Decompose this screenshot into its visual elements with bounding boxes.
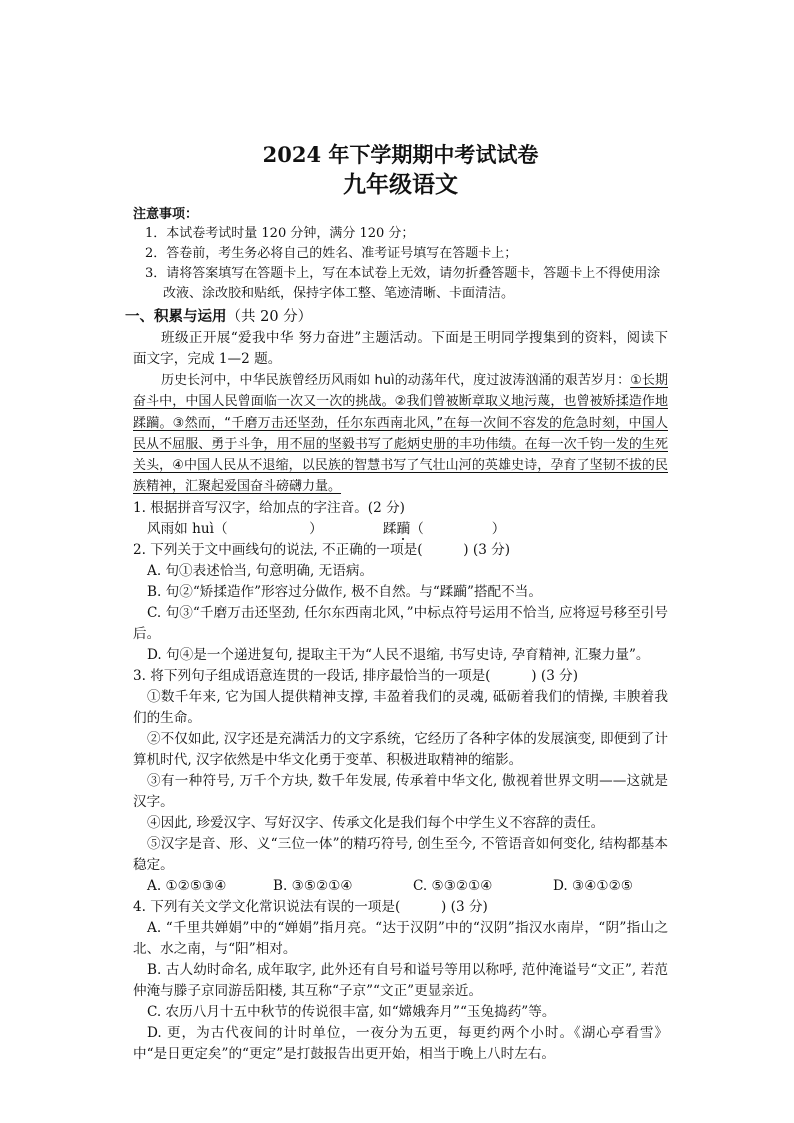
dotted-char: 躏 bbox=[396, 520, 411, 537]
question-2-option-c: C. 句③“千磨万击还坚劲, 任尔东西南北风，”中标点符号运用不恰当, 应将逗号移至引号后。 bbox=[133, 604, 668, 642]
section-heading bbox=[125, 306, 668, 328]
question-3-choice-c: C. ⑤③②①④ bbox=[413, 877, 493, 894]
question-4-stem: 4. 下列有关文学文化常识说法有误的一项是( ) (3 分) bbox=[133, 898, 488, 915]
question-1-items bbox=[133, 519, 668, 540]
question-3-sentence-3: ③有一种符号, 万千个方块, 数千年发展, 传承着中华文化, 傲视着世界文明——这就是汉字。 bbox=[133, 772, 668, 810]
note-item-3: 3．请将答案填写在答题卡上，写在本试卷上无效，请勿折叠答题卡，答题卡上不得使用涂改液、涂改胶和贴纸，保持字体工整、笔迹清晰、卡面清洁。 bbox=[145, 266, 661, 301]
notes-heading: 注意事项： bbox=[133, 207, 199, 222]
section-title: 一、积累与运用 bbox=[125, 308, 227, 325]
reading-passage bbox=[133, 370, 668, 498]
question-3-choices bbox=[133, 876, 668, 897]
exam-subtitle: 九年级语文 bbox=[343, 171, 458, 198]
passage-underlined: ①长期奋斗中，中国人民曾面临一次又一次的挑战。②我们曾被断章取义地污蔑，也曾被矫揉造作地蹂躏。③然而，“千磨万击还坚劲，任尔东西南北风，”在每一次间不容发的危急时刻，中国人民从不屈服、勇于斗争，用不屈的坚毅书写了彪炳史册的丰功伟绩。在每一次千钧一发的生死关头，④中国人民从不退缩，以民族的智慧书写了气壮山河的英雄史诗，孕育了坚韧不拔的民族精神，汇聚起爱国奋斗磅礴力量。 bbox=[133, 373, 668, 495]
exam-title: 2024 年下学期期中考试试卷 bbox=[262, 142, 539, 167]
question-2-option-d: D. 句④是一个递进复句, 提取主干为“人民不退缩, 书写史诗, 孕育精神, 汇聚力量”。 bbox=[147, 646, 650, 663]
question-4-option-b: B. 古人幼时命名, 成年取字, 此外还有自号和谥号等用以称呼, 范仲淹谥号“文正”, 若范仲淹与滕子京同游岳阳楼, 其互称“子京”“文正”更显亲近。 bbox=[133, 961, 668, 999]
question-4-option-a: A. “千里共婵娟”中的“婵娟”指月亮。“达于汉阴”中的“汉阴”指汉水南岸，“阴”指山之北、水之南，与“阳”相对。 bbox=[133, 919, 668, 957]
note-item-2: 2．答卷前，考生务必将自己的姓名、准考证号填写在答题卡上； bbox=[145, 246, 518, 261]
section-points: （共 20 分） bbox=[226, 309, 313, 325]
question-4-option-d: D. 更，为古代夜间的计时单位，一夜分为五更，每更约两个小时。《湖心亭看雪》中“是日更定矣”的“更定”是打鼓报告出更开始，相当于晚上八时左右。 bbox=[133, 1024, 668, 1062]
note-item-1: 1．本试卷考试时量 120 分钟，满分 120 分； bbox=[145, 226, 415, 241]
question-3-stem: 3. 将下列句子组成语意连贯的一段话, 排序最恰当的一项是( ) (3 分) bbox=[133, 667, 579, 684]
question-3-sentence-1: ①数千年来, 它为国人提供精神支撑, 丰盈着我们的灵魂, 砥砺着我们的情操, 丰腴着我们的生命。 bbox=[133, 688, 668, 726]
passage-plain: 历史长河中，中华民族曾经历风雨如 huì的动荡年代，度过波涛汹涌的艰苦岁月： bbox=[161, 373, 631, 388]
pinyin-item-2 bbox=[383, 519, 505, 540]
question-2-stem: 2. 下列关于文中画线句的说法, 不正确的一项是( ) (3 分) bbox=[133, 541, 511, 558]
exam-page bbox=[125, 140, 668, 1065]
question-3-sentence-2: ②不仅如此, 汉字还是充满活力的文字系统，它经历了各种字体的发展演变, 即便到了计算机时代, 汉字依然是中华文化勇于变革、积极进取精神的缩影。 bbox=[133, 730, 668, 768]
question-3-choice-d: D. ③④①②⑤ bbox=[553, 877, 633, 894]
question-3-sentence-4: ④因此, 珍爱汉字、写好汉字、传承文化是我们每个中学生义不容辞的责任。 bbox=[147, 814, 605, 831]
question-4-option-c: C. 农历八月十五中秋节的传说很丰富, 如“嫦娥奔月”“玉兔捣药”等。 bbox=[147, 1003, 556, 1020]
item2-char: 蹂 bbox=[383, 520, 397, 537]
question-3-choice-b: B. ③⑤②①④ bbox=[273, 877, 353, 894]
question-3-choice-a: A. ①②⑤③④ bbox=[147, 877, 227, 894]
question-3-sentence-5: ⑤汉字是音、形、义“三位一体”的精巧符号, 创生至今, 不管语音如何变化, 结构都基本稳定。 bbox=[133, 835, 668, 873]
question-2-option-b: B. 句②“矫揉造作”形容过分做作, 极不自然。与“蹂躏”搭配不当。 bbox=[147, 583, 542, 600]
question-2-option-a: A. 句①表述恰当, 句意明确, 无语病。 bbox=[147, 562, 374, 579]
section-intro: 班级正开展“爱我中华 努力奋进”主题活动。下面是王明同学搜集到的资料，阅读下面文字，完成 1—2 题。 bbox=[133, 330, 668, 367]
item2-blank: （ ） bbox=[410, 520, 506, 537]
question-1-stem: 1. 根据拼音写汉字，给加点的字注音。(2 分) bbox=[133, 499, 405, 516]
pinyin-item-1: 风雨如 huì（ ） bbox=[147, 520, 323, 537]
